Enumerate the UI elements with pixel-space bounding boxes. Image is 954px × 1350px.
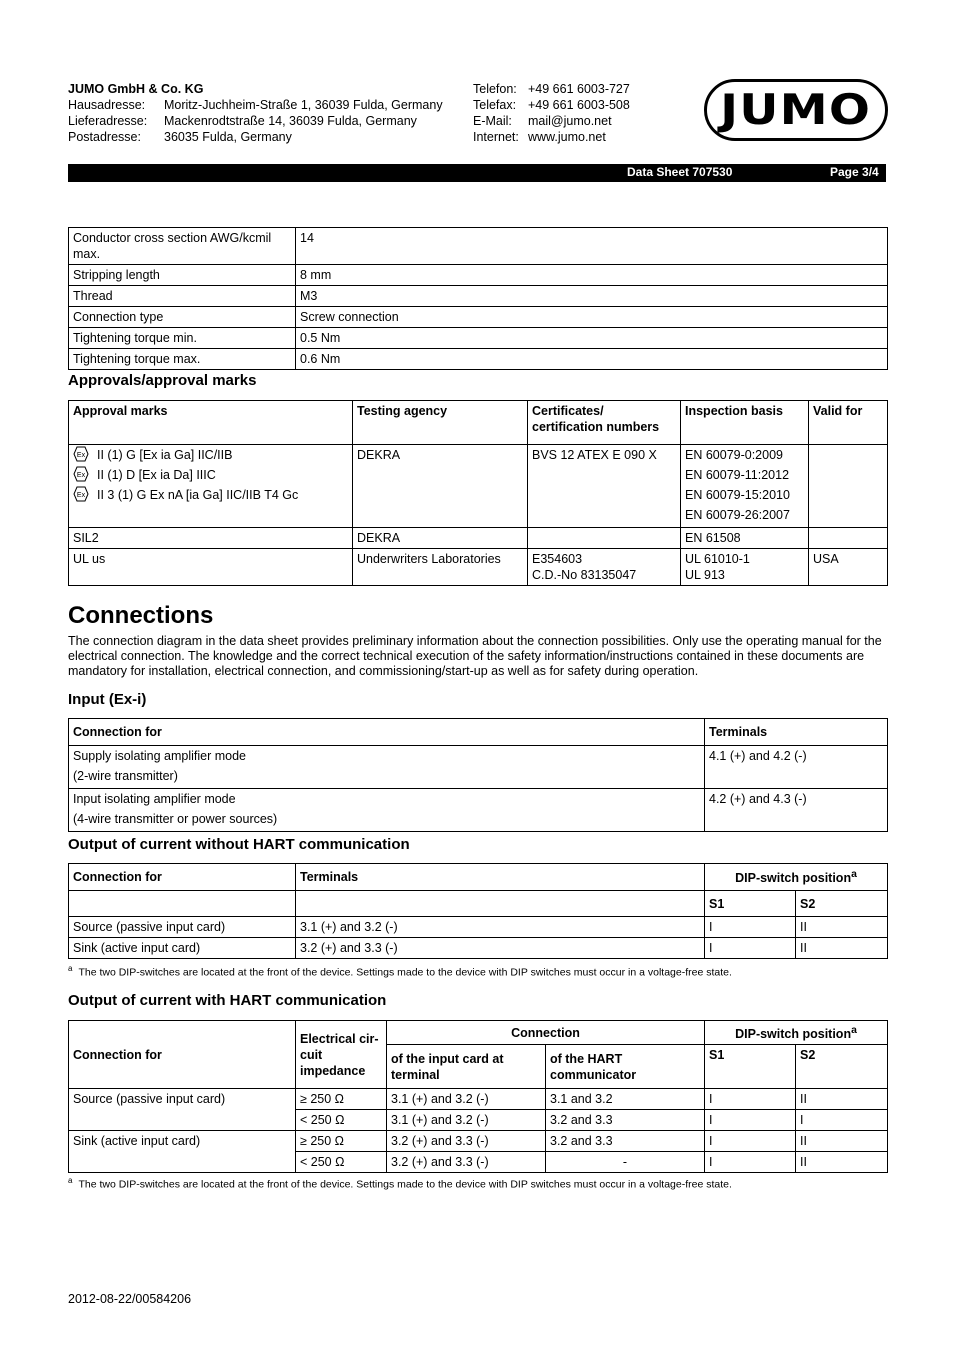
input-heading: Input (Ex-i): [68, 691, 147, 708]
company-name: JUMO GmbH & Co. KG: [68, 82, 204, 96]
svg-text:Ex: Ex: [76, 452, 86, 459]
table-cell: -: [546, 1152, 705, 1173]
output-hart-heading: Output of current with HART communication: [68, 992, 387, 1009]
table-cell: Source (passive input card): [69, 1089, 296, 1131]
table-row: [69, 445, 888, 528]
header-bar: [68, 164, 886, 182]
table-cell: II: [796, 1152, 888, 1173]
column-header: Terminals: [296, 864, 705, 891]
column-header: S1: [705, 891, 796, 917]
atex-mark: II (1) D [Ex ia Da] IIIC: [97, 468, 216, 482]
atex-mark: II 3 (1) G Ex nA [ia Ga] IIC/IIB T4 Gc: [97, 488, 299, 502]
footnote-mark: a: [68, 964, 73, 973]
cert-number: C.D.-No 83135047: [532, 568, 637, 582]
datasheet-number: Data Sheet 707530: [627, 165, 733, 179]
company-block: [68, 81, 443, 145]
contact-value: +49 661 6003-508: [528, 98, 630, 112]
inspection-basis: EN 60079-26:2007: [685, 508, 790, 522]
address-label: Lieferadresse:: [68, 114, 148, 128]
table-cell: [528, 549, 681, 586]
footnote-mark: a: [851, 1025, 857, 1036]
atex-mark-line: [73, 465, 348, 485]
column-header: of the HART communicator: [546, 1045, 705, 1089]
table-cell: UL us: [69, 549, 353, 586]
contact-row: [473, 81, 630, 97]
table-cell: Tightening torque max.: [69, 349, 296, 370]
dip-label: DIP-switch position: [735, 871, 852, 886]
table-cell: I: [705, 938, 796, 959]
contact-value[interactable]: www.jumo.net: [528, 130, 606, 144]
table-cell: [69, 746, 705, 789]
table-cell: Underwriters Laboratories: [353, 549, 528, 586]
output-no-hart-heading: Output of current without HART communication: [68, 836, 410, 853]
column-header: Valid for: [809, 401, 888, 445]
table-cell: ≥ 250 Ω: [296, 1131, 387, 1152]
table-cell: II: [796, 1089, 888, 1110]
document-footer: 2012-08-22/00584206: [68, 1292, 192, 1306]
logo-text: JUMO: [720, 85, 872, 134]
column-header: S2: [796, 891, 888, 917]
table-cell: Conductor cross section AWG/kcmil max.: [69, 228, 296, 265]
output-hart-table: [68, 1020, 888, 1173]
table-header-row: [69, 891, 888, 917]
contact-row: [473, 129, 630, 145]
table-cell: 3.2 and 3.3: [546, 1131, 705, 1152]
table-cell: I: [705, 1110, 796, 1131]
cell-line: (2-wire transmitter): [73, 769, 178, 783]
footnote: [68, 1176, 732, 1191]
table-cell: I: [705, 1089, 796, 1110]
table-cell: I: [705, 917, 796, 938]
inspection-basis: EN 60079-0:2009: [685, 448, 783, 462]
table-header-row: [69, 401, 888, 445]
table-row: [69, 1131, 888, 1152]
table-row: [69, 307, 888, 328]
column-header: Connection for: [69, 1021, 296, 1089]
table-cell: II: [796, 938, 888, 959]
table-cell: SIL2: [69, 528, 353, 549]
table-header-row: [69, 864, 888, 891]
table-cell: Sink (active input card): [69, 938, 296, 959]
table-cell: Sink (active input card): [69, 1131, 296, 1173]
contact-row: [473, 97, 630, 113]
table-cell: DEKRA: [353, 528, 528, 549]
column-header: Approval marks: [69, 401, 353, 445]
jumo-logo: [704, 79, 888, 141]
column-header: S2: [796, 1045, 888, 1089]
table-cell: 3.1 (+) and 3.2 (-): [387, 1089, 546, 1110]
table-row: [69, 789, 888, 832]
table-cell: Connection type: [69, 307, 296, 328]
address-label: Postadresse:: [68, 130, 141, 144]
table-cell: < 250 Ω: [296, 1110, 387, 1131]
cell-line: Supply isolating amplifier mode: [73, 749, 247, 763]
column-header: Connection for: [69, 719, 705, 746]
inspection-basis: UL 61010-1: [685, 552, 750, 566]
column-header: Connection for: [69, 864, 296, 891]
inspection-basis: EN 60079-11:2012: [685, 468, 790, 482]
connections-paragraph: The connection diagram in the data sheet provides preliminary information about the connection possibilities. Only use the operating manual for the electrical connection. The knowledge and the correct technical execution of the safety information/instructions contained in these documents are mandatory for installation, electrical connection, and commissioning/start-up as well as for safety during operation.: [68, 634, 882, 678]
table-cell: EN 61508: [681, 528, 809, 549]
table-cell: 3.2 (+) and 3.3 (-): [296, 938, 705, 959]
table-row: [69, 228, 888, 265]
column-header: [705, 864, 888, 891]
table-cell: ≥ 250 Ω: [296, 1089, 387, 1110]
address-row: [68, 113, 443, 129]
table-cell: [809, 528, 888, 549]
svg-text:Ex: Ex: [76, 492, 86, 499]
contact-label: E-Mail:: [473, 114, 512, 128]
table-cell: Screw connection: [296, 307, 888, 328]
column-header: S1: [705, 1045, 796, 1089]
address-value: Moritz-Juchheim-Straße 1, 36039 Fulda, Germany: [164, 98, 443, 112]
table-cell: Source (passive input card): [69, 917, 296, 938]
table-cell: Stripping length: [69, 265, 296, 286]
ex-hexagon-icon: [73, 446, 89, 462]
table-row: [69, 286, 888, 307]
table-cell: < 250 Ω: [296, 1152, 387, 1173]
table-cell: 3.1 and 3.2: [546, 1089, 705, 1110]
contact-value[interactable]: mail@jumo.net: [528, 114, 612, 128]
table-cell: II: [796, 917, 888, 938]
table-cell: 0.5 Nm: [296, 328, 888, 349]
table-cell: M3: [296, 286, 888, 307]
column-header: Terminals: [705, 719, 888, 746]
atex-mark-line: [73, 445, 348, 465]
table-cell: [528, 528, 681, 549]
table-cell: 3.2 (+) and 3.3 (-): [387, 1152, 546, 1173]
table-cell: I: [705, 1152, 796, 1173]
contact-row: [473, 113, 630, 129]
footnote-mark: a: [68, 1176, 73, 1185]
contact-label: Telefax:: [473, 98, 517, 112]
table-row: [69, 938, 888, 959]
inspection-basis: EN 60079-15:2010: [685, 488, 790, 502]
svg-text:Ex: Ex: [76, 472, 86, 479]
address-value: 36035 Fulda, Germany: [164, 130, 292, 144]
address-row: [68, 129, 443, 145]
atex-mark: II (1) G [Ex ia Ga] IIC/IIB: [97, 448, 233, 462]
table-cell: 3.2 (+) and 3.3 (-): [387, 1131, 546, 1152]
table-cell: [681, 549, 809, 586]
table-row: [69, 549, 888, 586]
column-header: [69, 891, 296, 917]
connections-title: Connections: [68, 602, 214, 629]
table-header-row: [69, 1021, 888, 1045]
table-cell: 3.1 (+) and 3.2 (-): [296, 917, 705, 938]
output-no-hart-table: [68, 863, 888, 959]
table-cell: DEKRA: [353, 445, 528, 528]
footnote: [68, 964, 732, 979]
column-header: Certificates/ certification numbers: [528, 401, 681, 445]
table-row: [69, 746, 888, 789]
input-table: [68, 718, 888, 832]
approvals-table: [68, 400, 888, 586]
footnote-text: The two DIP-switches are located at the front of the device. Settings made to the device with DIP switches must occur in a voltage-free state.: [78, 1178, 732, 1191]
cert-number: E354603: [532, 552, 583, 566]
column-header: of the input card at terminal: [387, 1045, 546, 1089]
footnote-text: The two DIP-switches are located at the front of the device. Settings made to the device with DIP switches must occur in a voltage-free state.: [78, 966, 732, 979]
contact-block: [473, 81, 630, 145]
address-row: [68, 97, 443, 113]
table-row: [69, 328, 888, 349]
inspection-basis: UL 913: [685, 568, 725, 582]
conductor-table: [68, 227, 888, 370]
address-label: Hausadresse:: [68, 98, 146, 112]
contact-value: +49 661 6003-727: [528, 82, 630, 96]
table-cell: 8 mm: [296, 265, 888, 286]
table-row: [69, 1089, 888, 1110]
page-number: Page 3/4: [830, 165, 879, 179]
column-header: [705, 1021, 888, 1045]
table-row: [69, 917, 888, 938]
approvals-heading: Approvals/approval marks: [68, 372, 257, 389]
cell-line: (4-wire transmitter or power sources): [73, 812, 278, 826]
table-cell: II: [796, 1131, 888, 1152]
atex-mark-line: [73, 485, 348, 505]
table-row: [69, 349, 888, 370]
ex-hexagon-icon: [73, 466, 89, 482]
table-cell: I: [796, 1110, 888, 1131]
table-cell: 3.1 (+) and 3.2 (-): [387, 1110, 546, 1131]
cell-line: Input isolating amplifier mode: [73, 792, 236, 806]
column-header: Connection: [387, 1021, 705, 1045]
table-cell: 14: [296, 228, 888, 265]
table-header-row: [69, 719, 888, 746]
table-cell: Thread: [69, 286, 296, 307]
table-cell: [809, 445, 888, 528]
table-row: [69, 528, 888, 549]
table-cell: 4.2 (+) and 4.3 (-): [705, 789, 888, 832]
table-cell: Tightening torque min.: [69, 328, 296, 349]
column-header: Electrical cir-cuit impedance: [296, 1021, 387, 1089]
contact-label: Telefon:: [473, 82, 517, 96]
column-header: Testing agency: [353, 401, 528, 445]
table-cell: 3.2 and 3.3: [546, 1110, 705, 1131]
table-cell: 4.1 (+) and 4.2 (-): [705, 746, 888, 789]
approval-marks-cell: [69, 445, 353, 528]
inspection-basis-cell: [681, 445, 809, 528]
footnote-mark: a: [851, 869, 857, 881]
column-header: [296, 891, 705, 917]
table-cell: [69, 789, 705, 832]
table-cell: USA: [809, 549, 888, 586]
ex-hexagon-icon: [73, 486, 89, 502]
table-cell: I: [705, 1131, 796, 1152]
dip-label: DIP-switch position: [735, 1027, 852, 1042]
column-header: Inspection basis: [681, 401, 809, 445]
table-cell: 0.6 Nm: [296, 349, 888, 370]
address-value: Mackenrodtstraße 14, 36039 Fulda, Germany: [164, 114, 417, 128]
table-row: [69, 265, 888, 286]
table-cell: BVS 12 ATEX E 090 X: [528, 445, 681, 528]
contact-label: Internet:: [473, 130, 519, 144]
